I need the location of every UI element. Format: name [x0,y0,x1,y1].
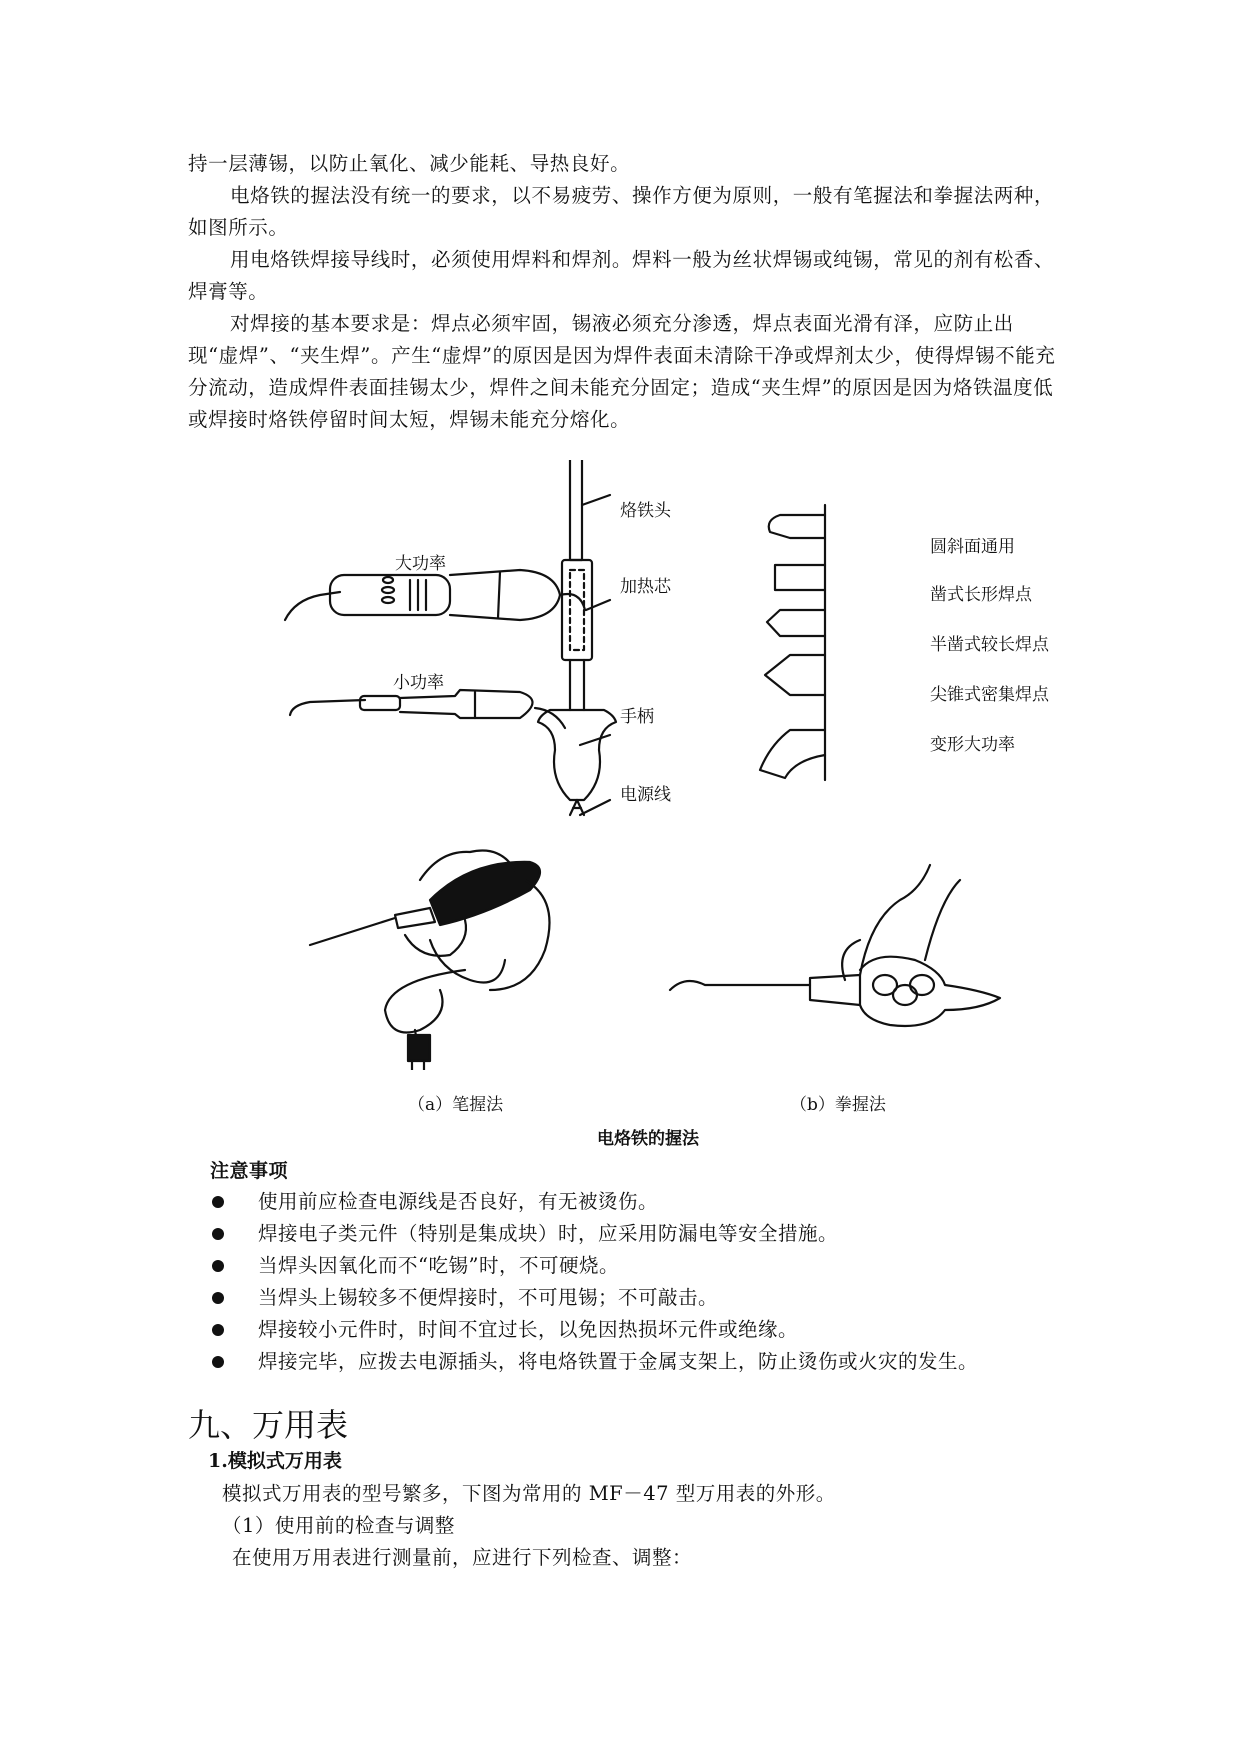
bullet-icon [212,1324,224,1336]
tip-types-drawing [760,505,825,780]
bullet-icon [212,1356,224,1368]
section-text-line1: 模拟式万用表的型号繁多，下图为常用的 MF－47 型万用表的外形。 [222,1482,836,1505]
subsection-heading: 1.模拟式万用表 [208,1450,342,1472]
label-tip-type-2: 半凿式较长焊点 [930,635,1049,655]
pen-grip-drawing [300,840,620,1070]
label-tip-type-4: 变形大功率 [930,735,1015,755]
paragraph-requirements: 对焊接的基本要求是：焊点必须牢固，锡液必须充分渗透，焊点表面光滑有泽，应防止出现“虚焊”、“夹生焊”。产生“虚焊”的原因是因为焊件表面未清除干净或焊剂太少，使得焊锡不能充分流动，造成焊件表面挂锡太少，焊件之间未能充分固定；造成“夹生焊”的原因是因为烙铁温度低或焊接时烙铁停留时间太短，焊锡未能充分熔化。 [188,312,1056,431]
fist-grip-drawing [660,860,1060,1080]
label-low-power: 小功率 [393,673,444,693]
bullet-icon [212,1228,224,1240]
iron-structure-drawing [538,460,616,815]
bullet-icon [212,1260,224,1272]
label-high-power: 大功率 [395,554,446,574]
label-handle: 手柄 [620,707,654,727]
caption-pen-grip: （a）笔握法 [408,1095,504,1115]
high-power-iron-drawing [285,570,585,620]
notes-heading: 注意事项 [210,1160,289,1182]
section-heading: 九、万用表 [188,1406,349,1444]
bullet-icon [212,1292,224,1304]
figure-title: 电烙铁的握法 [597,1129,699,1149]
label-tip-type-3: 尖锥式密集焊点 [930,685,1049,705]
caption-fist-grip: （b）拳握法 [790,1095,886,1115]
paragraph-solder-flux: 用电烙铁焊接导线时，必须使用焊料和焊剂。焊料一般为丝状焊锡或纯锡，常见的剂有松香、焊膏等。 [188,248,1055,303]
label-tip-type-0: 圆斜面通用 [930,537,1015,557]
low-power-iron-drawing [290,690,565,728]
section-text-line2: （1）使用前的检查与调整 [222,1514,455,1537]
bullet-icon [212,1196,224,1208]
label-tip-type-1: 凿式长形焊点 [930,585,1032,605]
label-cord: 电源线 [620,785,671,805]
label-tip: 烙铁头 [620,501,671,521]
paragraph-grip-methods: 电烙铁的握法没有统一的要求，以不易疲劳、操作方便为原则，一般有笔握法和拳握法两种，如图所示。 [188,184,1055,239]
label-heater: 加热芯 [620,577,671,597]
section-text-line3: 在使用万用表进行测量前，应进行下列检查、调整： [232,1546,693,1569]
paragraph-tin-coating: 持一层薄锡，以防止氧化、减少能耗、导热良好。 [188,152,631,175]
document-page: 持一层薄锡，以防止氧化、减少能耗、导热良好。 电烙铁的握法没有统一的要求，以不易疲劳、操作方便为原则，一般有笔握法和拳握法两种，如图所示。 用电烙铁焊接导线时，必须使用焊料和焊剂。焊料一般为丝状焊锡或纯锡，常见的剂有松香、焊膏等。 对焊接的基本要求是：焊点必须牢固，锡液必须充分渗透，焊点表面光滑有泽，应防止出现“虚焊”、“夹生焊”。产生“虚焊”的原因是因为焊件表面未清除干净或焊剂太少，使得焊锡不能充分流动，造成焊件表面挂锡太少，焊件之间未能充分固定；造成“夹生焊”的原因是因为烙铁温度低或焊接时烙铁停留时间太短，焊锡未能充分熔化。 大功率 小功率 烙铁头 加热芯 手柄 电源线 圆斜面通用 凿式长形焊点 半凿式较长焊点 尖锥式密集焊点 变形大功率 （a）笔握法 （b）拳握法 电烙铁的握法 注意事项 使用前应检查电源线是否良好，有无被烫伤。 焊接电子类元件（特别是集成块）时，应采用防漏电等安全措施。 当焊头因氧化而不“吃锡”时，不可硬烧。 当焊头上锡较多不便焊接时，不可甩锡；不可敲击。 焊接较小元件时，时间不宜过长，以免因热损坏元件或绝缘。 焊接完毕，应拨去电源插头，将电烙铁置于金属支架上，防止烫伤或火灾的发生。 九、万用表 1.模拟式万用表 模拟式万用表的型号繁多，下图为常用的 MF－47 型万用表的外形。 （1）使用前的检查与调整 在使用万用表进行测量前，应进行下列检查、调整： [0,0,1241,1754]
